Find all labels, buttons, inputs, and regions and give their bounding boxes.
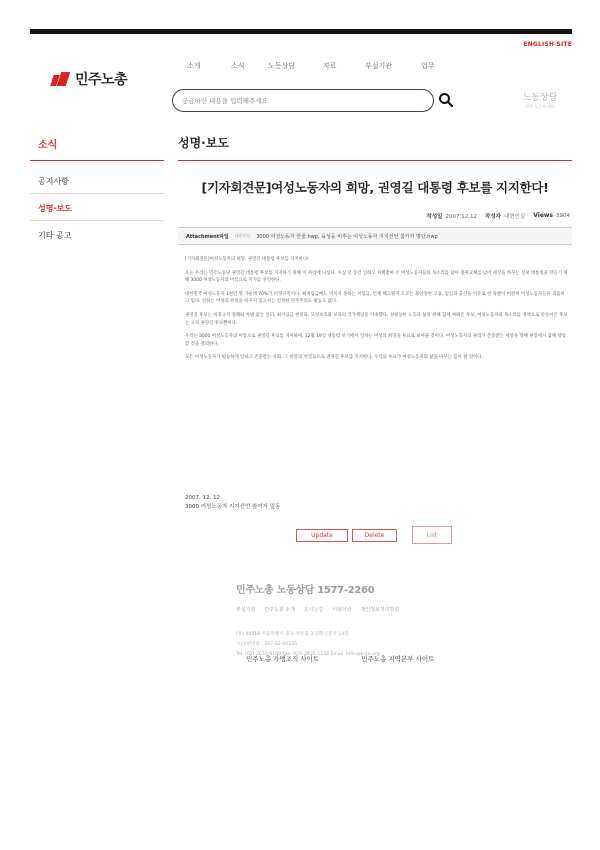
search-input[interactable]: [182, 97, 424, 105]
logo[interactable]: [52, 69, 127, 89]
footer-hotline: 민주노총 노동상담 1577-2260: [236, 585, 375, 596]
update-button[interactable]: Update: [296, 529, 348, 542]
nav-item-data[interactable]: 자료: [323, 62, 337, 70]
footer-contact-line: Tel. (02) 2670-9100 Fax. (02) 2635-1134 Email. kctu@kctu.org: [236, 652, 380, 657]
post-title: [기자회견문]여성노동자의 희망, 권영길 대통령 후보를 지지한다!: [201, 180, 549, 195]
search-box: [172, 89, 434, 112]
sidebar-separator: [30, 220, 164, 221]
post-signature: [185, 494, 280, 512]
search-icon[interactable]: [438, 92, 454, 108]
footer-address-line: (우) 04518 서울특별시 중구 정동길 3 경향신문사 14층: [236, 632, 349, 637]
footer-site-links: [246, 654, 434, 663]
logo-text: 민주노총: [75, 72, 128, 88]
main-divider: [178, 160, 572, 161]
body-paragraph: 오늘 우리는 민주노동당 권영길 대통령 후보를 지지하기 위해 이 자리에 나섰다. 수십 년 동안 일하고 차별받아 온 여성노동자들의 목소리를 담아 정권교체를 넘어 세상을 바꾸는 진보 대통령을 만들기 위해 3000 여성노동자의 이름으로 지지를 선언한다.: [185, 270, 568, 284]
english-site-link[interactable]: ENGLISH SITE: [523, 41, 572, 48]
top-bar: [30, 29, 572, 34]
footer-site-regional[interactable]: 민주노총 지역본부 사이트: [361, 655, 435, 663]
post-meta: [427, 212, 570, 220]
attachment-row: [178, 227, 572, 245]
sidebar-divider: [30, 160, 164, 161]
sidebar-title: 소식: [38, 140, 58, 151]
consult-subtitle: 민주 노동자 센터: [525, 104, 555, 109]
body-paragraph: 대한민국 여성노동자 1천만 명 가운데 70%가 비정규직이다. 최저임금에도 미치지 못하는 저임금, 언제 해고될지 모르는 불안정한 고용, 임신과 출산을 이유로 한 차별이 여전히 여성노동자들을 괴롭히고 있다. 일하는 여성의 현실을 바꾸지 않고서는 진정한 민주주의도 평등도 없다.: [185, 291, 565, 305]
post-views: Views 3904: [533, 212, 570, 219]
post-author: 작성자 대변인실: [485, 214, 526, 220]
footer-link-affiliates[interactable]: 부설기관: [236, 607, 256, 613]
post-body: [185, 256, 568, 368]
logo-mark-icon: [52, 72, 72, 86]
nav-item-affiliates[interactable]: 부설기관: [365, 62, 393, 70]
sidebar-item-other-notices[interactable]: 기타 공고: [38, 231, 72, 240]
post-date: 작성일 2007.12.12: [426, 214, 477, 220]
page-title: 성명·보도: [178, 136, 229, 150]
nav-item-news[interactable]: 소식: [231, 62, 245, 70]
consult-title: 노동상담: [522, 93, 558, 103]
body-paragraph: [기자회견문]여성노동자의 희망, 권영길 대통령 후보를 지지한다!: [185, 257, 309, 262]
delete-button[interactable]: Delete: [352, 529, 397, 542]
sidebar-separator: [30, 193, 164, 194]
footer-links: [236, 606, 399, 613]
footer-link-directions[interactable]: 오시는길: [303, 607, 324, 613]
body-paragraph: 우리는 3000 여성노동자의 이름으로 권영길 후보를 지지하며, 12월 19일 대통령 선거에서 일하는 여성의 희망을 투표로 보여줄 것이다. 여성노동자의 권리가 존중받는 세상을 향해 현장에서 함께 행동할 것을 결의한다.: [185, 334, 566, 347]
footer-postal-line: 구)우편번호 : 107-92-00335: [236, 642, 297, 647]
signature-date: 2007. 12. 12.: [185, 495, 222, 501]
sidebar-item-statements[interactable]: 성명·보도: [38, 204, 72, 213]
sidebar-item-notices[interactable]: 공지사항: [38, 177, 69, 186]
attachment-download-label: 다운로드: [234, 233, 251, 238]
main-nav: [187, 61, 451, 71]
attachment-label: Attachment파일: [186, 233, 229, 240]
signature-org: 3000 여성노동자 지지선언 참여자 일동: [185, 504, 281, 510]
nav-item-consult[interactable]: 노동상담: [268, 62, 296, 70]
body-paragraph: 모든 여성노동자가 평등하게 일하고 존중받는 사회, 그 희망의 첫걸음으로 권영길 후보를 지지한다. 우리의 투표가 여성노동자의 삶을 바꾸는 힘이 될 것이다.: [185, 355, 483, 361]
nav-item-about[interactable]: 소개: [187, 62, 201, 70]
footer-site-member-orgs[interactable]: 민주노총 가맹조직 사이트: [246, 655, 320, 663]
list-button[interactable]: List: [412, 526, 452, 544]
nav-item-work[interactable]: 업무: [421, 62, 435, 70]
body-paragraph: 권영길 후보는 비정규직 철폐와 차별 없는 일터, 최저임금 현실화, 모성보호와 보육의 국가책임을 약속했다. 성평등한 노동과 삶을 위해 함께 싸워온 후보, 여성노동자의 목소리를 정책으로 만들어온 후보는 오직 권영길 후보뿐이다.: [185, 312, 568, 326]
attachment-file-link[interactable]: 3000 여성노동자 한줄.hwp, 육성을 비추는 여성노동자 지지선언 참가자 명단.hwp: [256, 233, 438, 240]
consult-link[interactable]: [520, 90, 560, 110]
footer-link-terms[interactable]: 이용약관: [332, 607, 352, 613]
footer-link-privacy[interactable]: 개인정보처리방침: [360, 607, 400, 613]
footer-link-about[interactable]: 민주노총 소개: [264, 607, 295, 613]
